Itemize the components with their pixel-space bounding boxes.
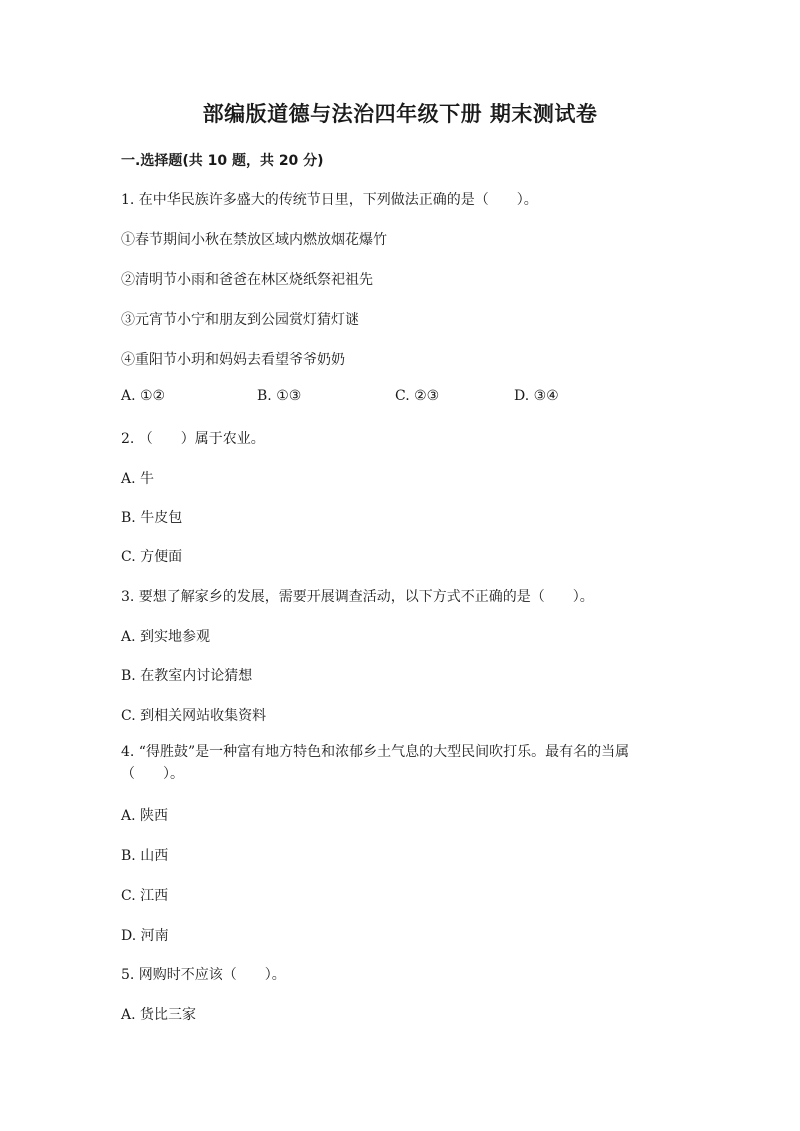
question-3-option-b[interactable]: B. 在教室内讨论猜想 [121,668,253,684]
question-1-statement-4: ④重阳节小玥和妈妈去看望爷爷奶奶 [121,352,345,368]
question-1-option-b[interactable]: B. ①③ [257,388,302,404]
question-1-option-a[interactable]: A. ①② [121,388,166,404]
question-1-options [121,388,681,408]
question-1-stem: 1. 在中华民族许多盛大的传统节日里，下列做法正确的是（ ）。 [121,192,538,208]
question-2-option-a[interactable]: A. 牛 [121,471,155,487]
page-title: 部编版道德与法治四年级下册 期末测试卷 [202,102,598,126]
question-3-stem: 3. 要想了解家乡的发展，需要开展调查活动，以下方式不正确的是（ ）。 [121,589,594,605]
question-4-option-b[interactable]: B. 山西 [121,848,169,864]
question-2-stem: 2. （ ）属于农业。 [121,431,265,447]
question-4-option-a[interactable]: A. 陕西 [121,808,169,824]
question-1-option-d[interactable]: D. ③④ [514,388,559,404]
question-5-stem: 5. 网购时不应该（ ）。 [121,967,286,983]
question-5-option-a[interactable]: A. 货比三家 [121,1007,197,1023]
question-4-option-d[interactable]: D. 河南 [121,928,169,944]
question-1-statement-1: ①春节期间小秋在禁放区域内燃放烟花爆竹 [121,232,387,248]
question-1-statement-3: ③元宵节小宁和朋友到公园赏灯猜灯谜 [121,312,359,328]
question-4-option-c[interactable]: C. 江西 [121,888,169,904]
question-1-option-c[interactable]: C. ②③ [395,388,440,404]
question-1-statement-2: ②清明节小雨和爸爸在林区烧纸祭祀祖先 [121,272,373,288]
question-2-option-b[interactable]: B. 牛皮包 [121,510,183,526]
question-3-option-c[interactable]: C. 到相关网站收集资料 [121,708,267,724]
section-heading: 一.选择题(共 10 题，共 20 分) [121,153,324,169]
question-2-option-c[interactable]: C. 方便面 [121,549,183,565]
question-4-stem: 4. “得胜鼓”是一种富有地方特色和浓郁乡土气息的大型民间吹打乐。最有名的当属（ ）。 [121,744,630,782]
question-3-option-a[interactable]: A. 到实地参观 [121,629,211,645]
